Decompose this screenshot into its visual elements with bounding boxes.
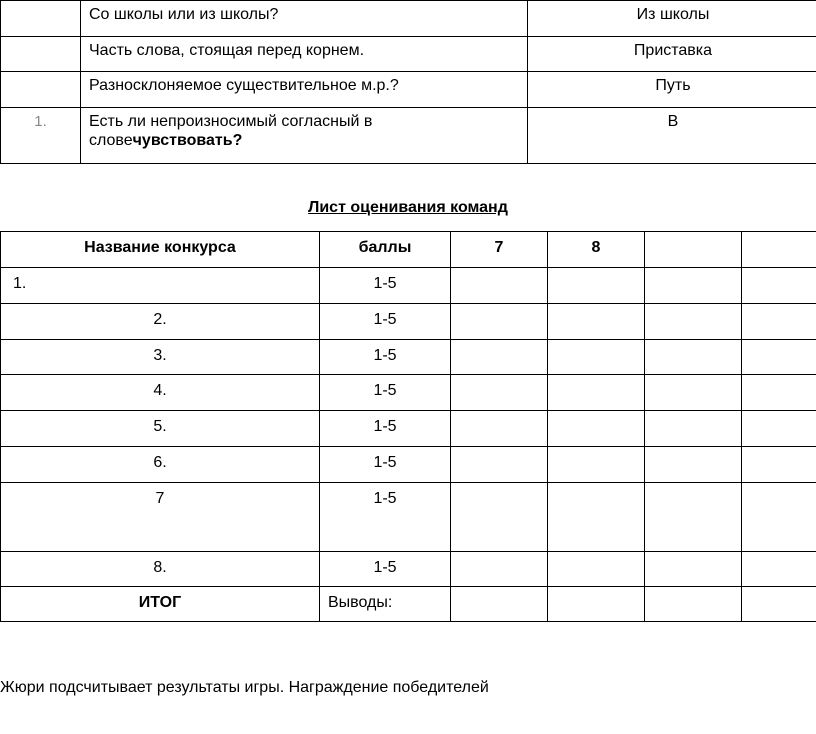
points-range: 1-5 — [320, 483, 451, 552]
score-cell[interactable] — [645, 411, 742, 447]
score-cell[interactable] — [548, 304, 645, 340]
score-cell[interactable] — [548, 340, 645, 375]
quiz-row — [1, 108, 816, 164]
answer-cell: Приставка — [528, 37, 816, 72]
points-range: 1-5 — [320, 340, 451, 375]
row-number: 1. — [1, 108, 81, 164]
row-number — [1, 1, 81, 37]
contest-name: 8. — [1, 552, 320, 587]
score-cell[interactable] — [742, 340, 816, 375]
score-cell[interactable] — [645, 304, 742, 340]
score-cell[interactable] — [451, 483, 548, 552]
answer-cell: В — [528, 108, 816, 164]
score-cell[interactable] — [451, 375, 548, 411]
score-cell[interactable] — [451, 340, 548, 375]
contest-name: 3. — [1, 340, 320, 375]
score-cell[interactable] — [548, 552, 645, 587]
score-cell[interactable] — [742, 587, 816, 622]
score-cell[interactable] — [742, 552, 816, 587]
score-cell[interactable] — [645, 552, 742, 587]
question-text: Есть ли непроизносимый согласный в слове — [89, 113, 373, 149]
score-cell[interactable] — [548, 375, 645, 411]
contest-name: 4. — [1, 375, 320, 411]
points-range: 1-5 — [320, 447, 451, 483]
score-cell[interactable] — [451, 304, 548, 340]
question-cell: Со школы или из школы? — [81, 1, 528, 37]
score-cell[interactable] — [548, 587, 645, 622]
contest-name: 5. — [1, 411, 320, 447]
question-cell — [81, 108, 528, 164]
total-row — [1, 587, 816, 622]
points-range: 1-5 — [320, 375, 451, 411]
score-cell[interactable] — [742, 411, 816, 447]
score-cell[interactable] — [548, 483, 645, 552]
header-empty — [742, 232, 816, 268]
points-range: 1-5 — [320, 411, 451, 447]
table-row — [1, 375, 816, 411]
header-row — [1, 232, 816, 268]
score-cell[interactable] — [548, 411, 645, 447]
points-range: 1-5 — [320, 268, 451, 304]
score-cell[interactable] — [742, 375, 816, 411]
header-team-8: 8 — [548, 232, 645, 268]
table-row — [1, 411, 816, 447]
score-cell[interactable] — [645, 340, 742, 375]
score-cell[interactable] — [645, 375, 742, 411]
contest-name: 2. — [1, 304, 320, 340]
quiz-row — [1, 1, 816, 37]
quiz-table — [0, 0, 816, 164]
score-cell[interactable] — [645, 268, 742, 304]
answer-cell: Путь — [528, 72, 816, 108]
points-range: 1-5 — [320, 552, 451, 587]
header-team-7: 7 — [451, 232, 548, 268]
score-cell[interactable] — [548, 268, 645, 304]
score-cell[interactable] — [742, 304, 816, 340]
row-number — [1, 37, 81, 72]
score-cell[interactable] — [645, 483, 742, 552]
score-sheet-title: Лист оценивания команд — [308, 199, 508, 216]
score-cell[interactable] — [451, 268, 548, 304]
score-cell[interactable] — [451, 587, 548, 622]
score-cell[interactable] — [451, 411, 548, 447]
table-row — [1, 447, 816, 483]
footer-text: Жюри подсчитывает результаты игры. Награждение победителей — [0, 679, 489, 696]
table-row — [1, 483, 816, 552]
header-empty — [645, 232, 742, 268]
score-cell[interactable] — [645, 587, 742, 622]
total-label: ИТОГ — [1, 587, 320, 622]
question-cell: Разносклоняемое существительное м.р.? — [81, 72, 528, 108]
table-row — [1, 340, 816, 375]
question-keyword: чувствовать? — [132, 132, 243, 149]
answer-cell: Из школы — [528, 1, 816, 37]
score-cell[interactable] — [742, 268, 816, 304]
row-number — [1, 72, 81, 108]
table-row — [1, 268, 816, 304]
conclusions-label: Выводы: — [320, 587, 451, 622]
score-cell[interactable] — [548, 447, 645, 483]
score-cell[interactable] — [742, 447, 816, 483]
quiz-row — [1, 72, 816, 108]
points-range: 1-5 — [320, 304, 451, 340]
score-cell[interactable] — [742, 483, 816, 552]
contest-name: 1. — [1, 268, 320, 304]
table-row — [1, 552, 816, 587]
question-cell: Часть слова, стоящая перед корнем. — [81, 37, 528, 72]
score-cell[interactable] — [645, 447, 742, 483]
header-points: баллы — [320, 232, 451, 268]
contest-name: 7 — [1, 483, 320, 552]
score-cell[interactable] — [451, 447, 548, 483]
score-cell[interactable] — [451, 552, 548, 587]
score-table — [0, 231, 816, 622]
header-contest-name: Название конкурса — [1, 232, 320, 268]
table-row — [1, 304, 816, 340]
quiz-row — [1, 37, 816, 72]
contest-name: 6. — [1, 447, 320, 483]
